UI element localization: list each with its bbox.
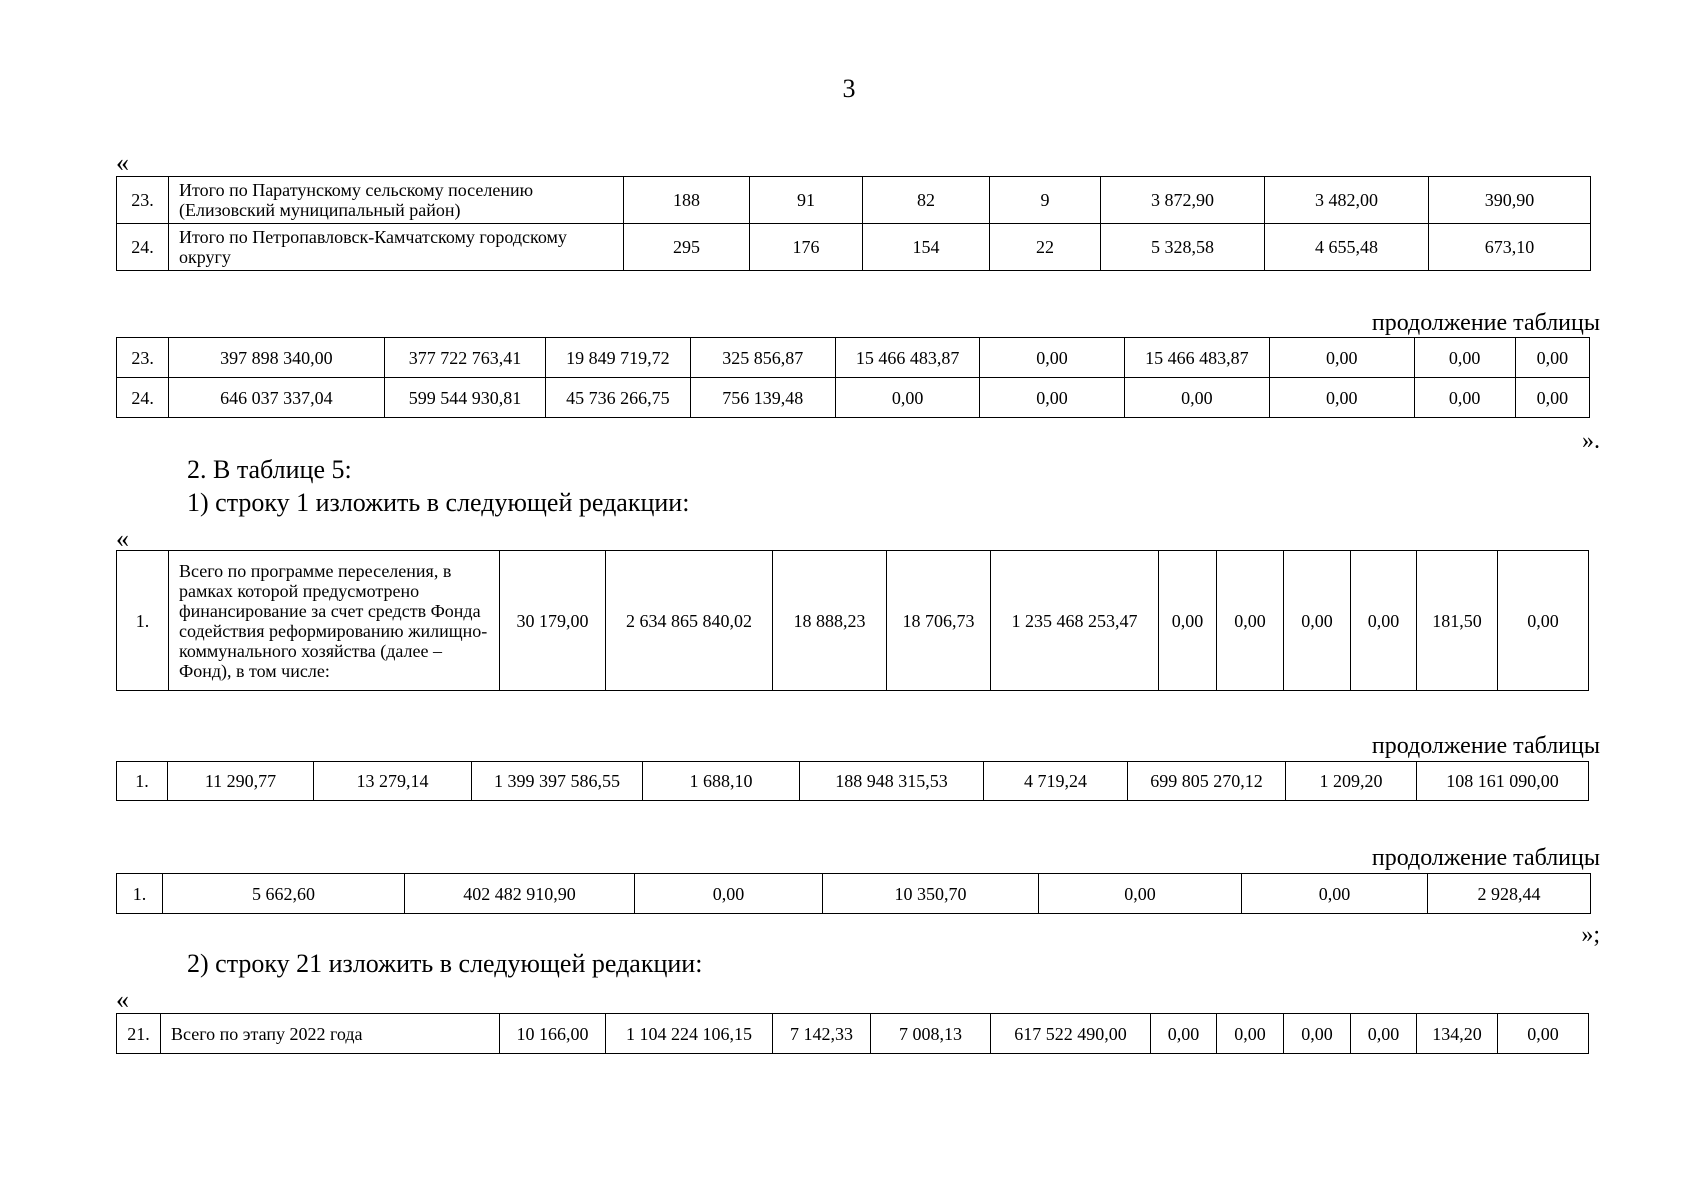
- value-cell: 0,00: [1217, 551, 1284, 691]
- value-cell: 325 856,87: [690, 338, 835, 378]
- value-cell: 1 209,20: [1286, 762, 1417, 801]
- value-cell: 18 888,23: [773, 551, 887, 691]
- table-e: [116, 873, 1591, 914]
- value-cell: 0,00: [1242, 874, 1428, 914]
- value-cell: 0,00: [1414, 378, 1515, 418]
- value-cell: 0,00: [1124, 378, 1269, 418]
- value-cell: 0,00: [1414, 338, 1515, 378]
- close-quote: ».: [1582, 428, 1600, 454]
- row-number-cell: 1.: [117, 874, 163, 914]
- value-cell: 397 898 340,00: [169, 338, 385, 378]
- value-cell: 0,00: [1351, 551, 1417, 691]
- paragraph-row21: 2) строку 21 изложить в следующей редакции:: [187, 949, 703, 978]
- value-cell: 0,00: [835, 378, 979, 418]
- value-cell: 617 522 490,00: [991, 1014, 1151, 1054]
- table-row: [117, 224, 1591, 271]
- value-cell: 82: [863, 177, 990, 224]
- continuation-label: продолжение таблицы: [1371, 733, 1600, 759]
- value-cell: 0,00: [1270, 378, 1414, 418]
- value-cell: 0,00: [1039, 874, 1242, 914]
- table-f: [116, 1013, 1589, 1054]
- value-cell: 10 166,00: [500, 1014, 606, 1054]
- value-cell: 19 849 719,72: [546, 338, 690, 378]
- value-cell: 0,00: [1270, 338, 1414, 378]
- value-cell: 154: [863, 224, 990, 271]
- open-quote: «: [116, 985, 129, 1014]
- row-number-cell: 1.: [117, 762, 168, 801]
- value-cell: 402 482 910,90: [405, 874, 635, 914]
- value-cell: 5 328,58: [1101, 224, 1265, 271]
- open-quote: «: [116, 524, 129, 553]
- paragraph-row1: 1) строку 1 изложить в следующей редакции:: [187, 488, 690, 517]
- table-row: [117, 177, 1591, 224]
- value-cell: 756 139,48: [690, 378, 835, 418]
- row-number-cell: 23.: [117, 177, 169, 224]
- value-cell: 45 736 266,75: [546, 378, 690, 418]
- value-cell: 13 279,14: [314, 762, 472, 801]
- value-cell: 22: [990, 224, 1101, 271]
- value-cell: 91: [750, 177, 863, 224]
- row-label-cell: Всего по программе переселения, в рамках которой предусмотрено финансирование за счет средств Фонда содействия реформированию жилищно-коммунального хозяйства (далее – Фонд), в том числе:: [169, 551, 500, 691]
- value-cell: 0,00: [1498, 1014, 1589, 1054]
- value-cell: 11 290,77: [168, 762, 314, 801]
- table-b: [116, 337, 1590, 418]
- table-a: [116, 176, 1591, 271]
- value-cell: 699 805 270,12: [1128, 762, 1286, 801]
- value-cell: 0,00: [1159, 551, 1217, 691]
- value-cell: 0,00: [1515, 338, 1589, 378]
- row-number-cell: 1.: [117, 551, 169, 691]
- continuation-label: продолжение таблицы: [1371, 845, 1600, 871]
- value-cell: 0,00: [980, 338, 1124, 378]
- value-cell: 1 399 397 586,55: [472, 762, 643, 801]
- value-cell: 10 350,70: [823, 874, 1039, 914]
- value-cell: 7 142,33: [773, 1014, 871, 1054]
- value-cell: 181,50: [1417, 551, 1498, 691]
- value-cell: 673,10: [1429, 224, 1591, 271]
- value-cell: 1 688,10: [643, 762, 800, 801]
- value-cell: 0,00: [980, 378, 1124, 418]
- value-cell: 7 008,13: [871, 1014, 991, 1054]
- table-row: [117, 551, 1589, 691]
- value-cell: 295: [624, 224, 750, 271]
- value-cell: 30 179,00: [500, 551, 606, 691]
- row-number-cell: 21.: [117, 1014, 161, 1054]
- table-row: [117, 1014, 1589, 1054]
- value-cell: 5 662,60: [163, 874, 405, 914]
- open-quote: «: [116, 148, 129, 177]
- value-cell: 0,00: [635, 874, 823, 914]
- value-cell: 0,00: [1284, 1014, 1351, 1054]
- table-c: [116, 550, 1589, 691]
- value-cell: 188: [624, 177, 750, 224]
- row-number-cell: 24.: [117, 224, 169, 271]
- close-quote: »;: [1581, 922, 1600, 948]
- value-cell: 188 948 315,53: [800, 762, 984, 801]
- row-label-cell: Всего по этапу 2022 года: [161, 1014, 500, 1054]
- value-cell: 15 466 483,87: [835, 338, 979, 378]
- value-cell: 15 466 483,87: [1124, 338, 1269, 378]
- table-row: [117, 874, 1591, 914]
- value-cell: 0,00: [1498, 551, 1589, 691]
- continuation-label: продолжение таблицы: [1371, 310, 1600, 336]
- paragraph-table5: 2. В таблице 5:: [187, 455, 352, 484]
- value-cell: 9: [990, 177, 1101, 224]
- value-cell: 4 719,24: [984, 762, 1128, 801]
- value-cell: 3 482,00: [1265, 177, 1429, 224]
- value-cell: 0,00: [1217, 1014, 1284, 1054]
- table-row: [117, 378, 1590, 418]
- value-cell: 390,90: [1429, 177, 1591, 224]
- value-cell: 3 872,90: [1101, 177, 1265, 224]
- page-number: 3: [842, 74, 856, 103]
- value-cell: 2 634 865 840,02: [606, 551, 773, 691]
- value-cell: 0,00: [1515, 378, 1589, 418]
- row-number-cell: 23.: [117, 338, 169, 378]
- value-cell: 0,00: [1351, 1014, 1417, 1054]
- value-cell: 2 928,44: [1428, 874, 1591, 914]
- table-d: [116, 761, 1589, 801]
- value-cell: 0,00: [1284, 551, 1351, 691]
- value-cell: 377 722 763,41: [384, 338, 545, 378]
- table-row: [117, 338, 1590, 378]
- row-label-cell: Итого по Петропавловск-Камчатскому городскому округу: [169, 224, 624, 271]
- value-cell: 176: [750, 224, 863, 271]
- value-cell: 0,00: [1151, 1014, 1217, 1054]
- value-cell: 599 544 930,81: [384, 378, 545, 418]
- value-cell: 646 037 337,04: [169, 378, 385, 418]
- value-cell: 1 104 224 106,15: [606, 1014, 773, 1054]
- row-label-cell: Итого по Паратунскому сельскому поселению (Елизовский муниципальный район): [169, 177, 624, 224]
- value-cell: 1 235 468 253,47: [991, 551, 1159, 691]
- table-row: [117, 762, 1589, 801]
- row-number-cell: 24.: [117, 378, 169, 418]
- value-cell: 108 161 090,00: [1417, 762, 1589, 801]
- value-cell: 134,20: [1417, 1014, 1498, 1054]
- value-cell: 18 706,73: [887, 551, 991, 691]
- value-cell: 4 655,48: [1265, 224, 1429, 271]
